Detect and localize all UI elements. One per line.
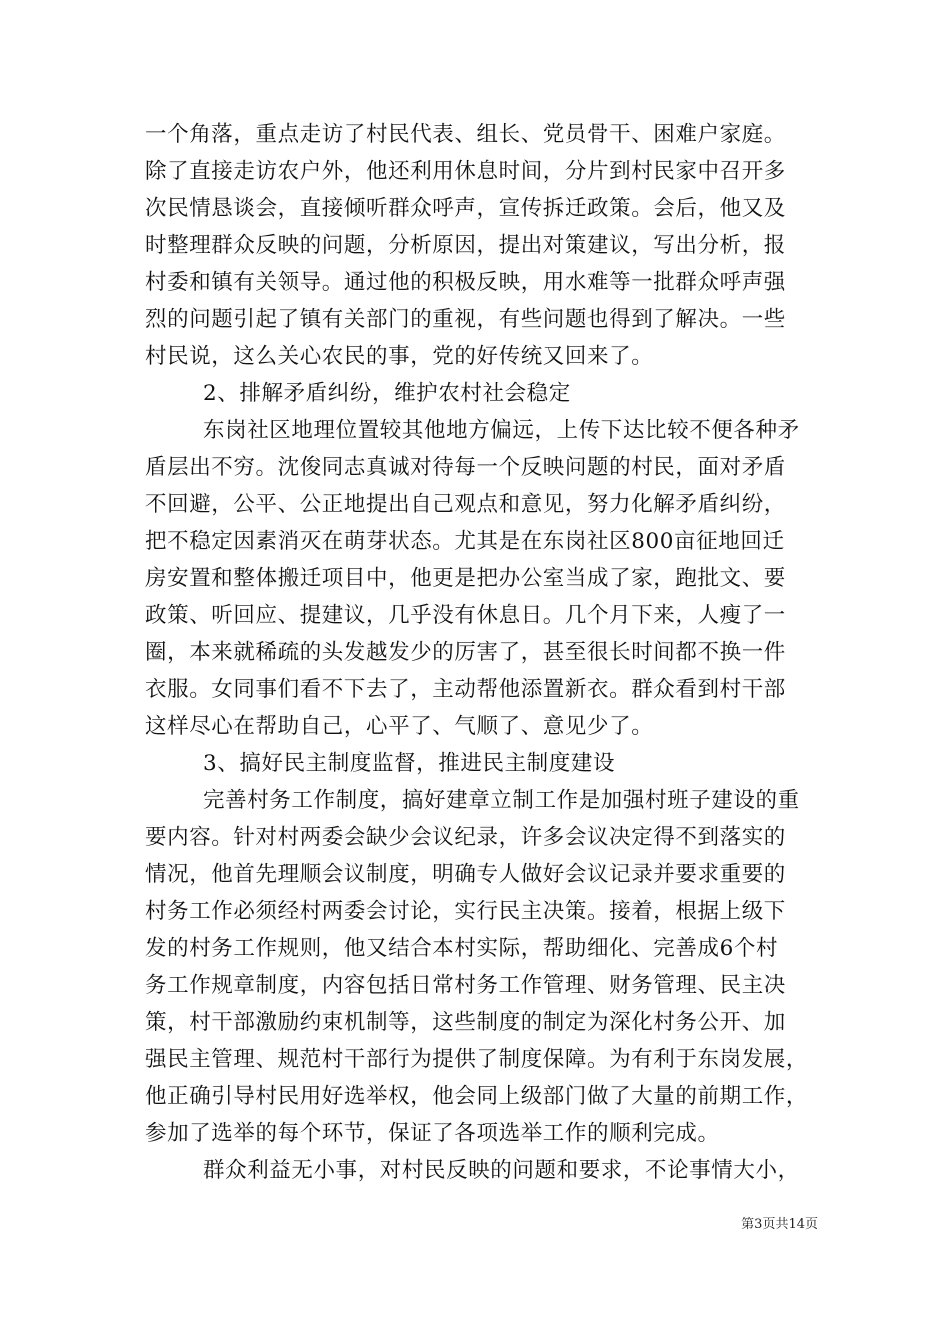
text-line: 参加了选举的每个环节，保证了各项选举工作的顺利完成。 [145, 1121, 720, 1146]
text-line: 衣服。女同事们看不下去了，主动帮他添置新衣。群众看到村干部 [145, 677, 786, 702]
text-line: 次民情恳谈会，直接倾听群众呼声，宣传拆迁政策。会后，他又及 [145, 196, 786, 221]
text-line: 把不稳定因素消灭在萌芽状态。尤其是在东岗社区800亩征地回迁 [145, 529, 785, 554]
text-line: 村委和镇有关领导。通过他的积极反映，用水难等一批群众呼声强 [145, 270, 786, 295]
text-line: 政策、听回应、提建议，几乎没有休息日。几个月下来，人瘦了一 [145, 603, 786, 628]
page-number: 第3页共14页 [741, 1217, 818, 1232]
text-line: 东岗社区地理位置较其他地方偏远，上传下达比较不便各种矛 [203, 418, 800, 443]
text-line: 时整理群众反映的问题，分析原因，提出对策建议，写出分析，报 [145, 233, 786, 258]
text-line: 烈的问题引起了镇有关部门的重视，有些问题也得到了解决。一些 [145, 307, 786, 332]
text-line: 群众利益无小事，对村民反映的问题和要求，不论事情大小， [203, 1158, 800, 1183]
text-line: 这样尽心在帮助自己，心平了、气顺了、意见少了。 [145, 714, 654, 739]
text-line: 一个角落，重点走访了村民代表、组长、党员骨干、困难户家庭。 [145, 122, 786, 147]
text-line: 盾层出不穷。沈俊同志真诚对待每一个反映问题的村民，面对矛盾 [145, 455, 786, 480]
text-line: 圈，本来就稀疏的头发越发少的厉害了，甚至很长时间都不换一件 [145, 640, 786, 665]
text-line: 完善村务工作制度，搞好建章立制工作是加强村班子建设的重 [203, 788, 800, 813]
body-text [145, 116, 825, 1189]
text-line: 村务工作必须经村两委会讨论，实行民主决策。接着，根据上级下 [145, 899, 786, 924]
text-line: 情况，他首先理顺会议制度，明确专人做好会议记录并要求重要的 [145, 862, 786, 887]
text-line: 他正确引导村民用好选举权，他会同上级部门做了大量的前期工作， [145, 1084, 809, 1109]
text-line: 除了直接走访农户外，他还利用休息时间，分片到村民家中召开多 [145, 159, 786, 184]
text-line: 不回避，公平、公正地提出自己观点和意见，努力化解矛盾纠纷， [145, 492, 786, 517]
text-line: 房安置和整体搬迁项目中，他更是把办公室当成了家，跑批文、要 [145, 566, 786, 591]
text-line: 务工作规章制度，内容包括日常村务工作管理、财务管理、民主决 [145, 973, 786, 998]
text-line: 要内容。针对村两委会缺少会议纪录，许多会议决定得不到落实的 [145, 825, 786, 850]
section-heading: 2、排解矛盾纠纷，维护农村社会稳定 [203, 381, 571, 406]
text-line: 发的村务工作规则，他又结合本村实际，帮助细化、完善成6个村 [145, 936, 779, 961]
text-line: 策，村干部激励约束机制等，这些制度的制定为深化村务公开、加 [145, 1010, 786, 1035]
text-line: 强民主管理、规范村干部行为提供了制度保障。为有利于东岗发展， [145, 1047, 809, 1072]
section-heading: 3、搞好民主制度监督，推进民主制度建设 [203, 751, 616, 776]
text-line: 村民说，这么关心农民的事，党的好传统又回来了。 [145, 344, 654, 369]
